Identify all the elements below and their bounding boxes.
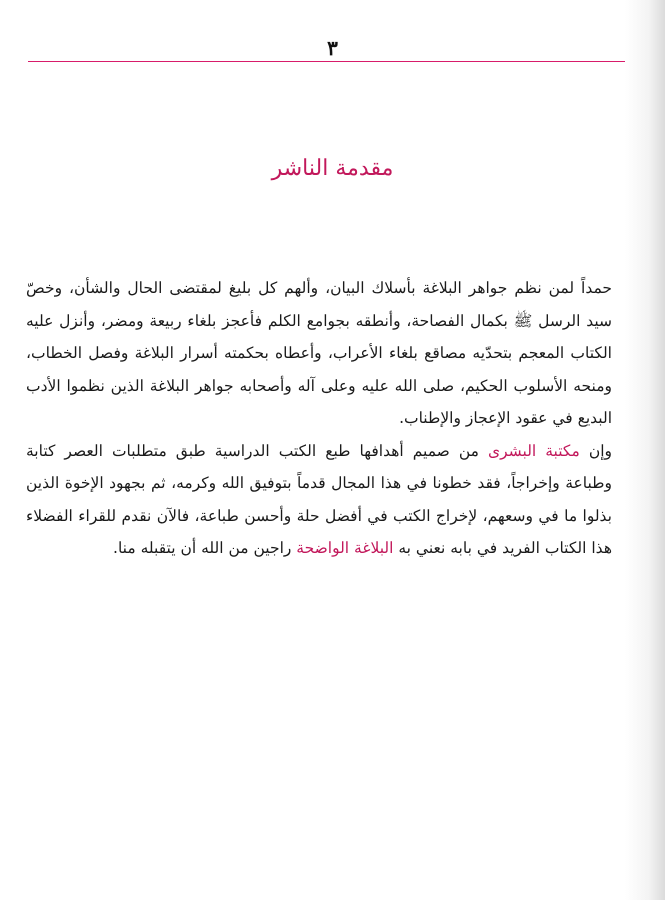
body-text [26, 272, 612, 565]
paragraph-2 [26, 435, 612, 565]
publisher-name: مكتبة البشرى [488, 441, 580, 460]
page-title: مقدمة الناشر [271, 156, 394, 181]
paragraph-2-body: من صميم أهدافها طبع الكتب الدراسية طبق متطلبات العصر كتابة وطباعة وإخراجاً، فقد خطونا في هذا المجال قدماً بتوفيق الله وكرمه، ثم بجهود الإخوة الذين بذلوا ما في وسعهم، لإخراج الكتب في أفضل حلة وأحسن طباعة، فالآن نقدم للقراء الفضلاء هذا الكتاب الفريد في بابه نعني به [26, 441, 612, 557]
paragraph-2-intro: وإن [588, 441, 612, 460]
paragraph-2-closing: راجين من الله أن يتقبله منا. [113, 539, 292, 557]
book-title: البلاغة الواضحة [296, 539, 394, 557]
page-edge-shadow [625, 0, 665, 900]
paragraph-1: حمداً لمن نظم جواهر البلاغة بأسلاك البيان، وألهم كل بليغ لمقتضى الحال والشأن، وخصّ سيد الرسل ﷺ بكمال الفصاحة، وأنطقه بجوامع الكلم فأعجز بلغاء ربيعة ومضر، وأنزل عليه الكتاب المعجم بتحدّيه مصاقع بلغاء الأعراب، وأعطاه بحكمته أسرار البلاغة وفصل الخطاب، ومنحه الأسلوب الحكيم، صلى الله عليه وعلى آله وأصحابه جواهر البلاغة الذين نظموا الأدب البديع في عقود الإعجاز والإطناب. [26, 279, 612, 427]
page-number: ٣ [327, 36, 338, 60]
header-rule [28, 61, 625, 62]
